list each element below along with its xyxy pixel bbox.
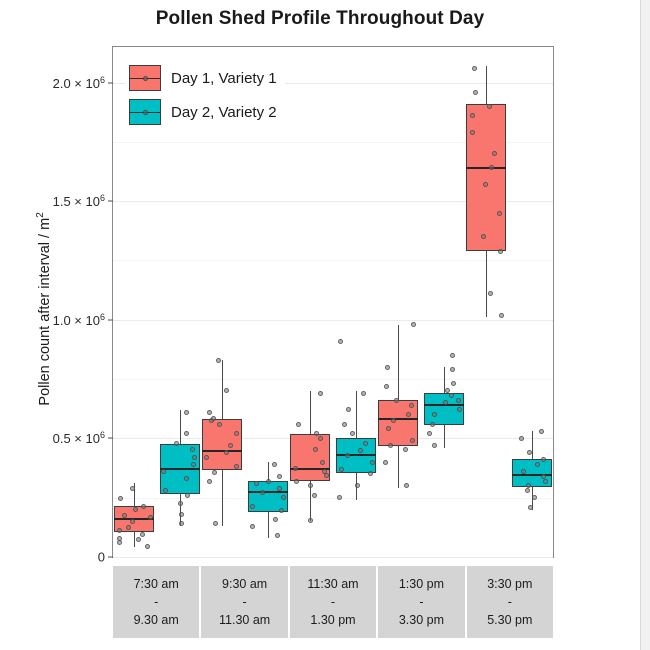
boxplot-point (279, 508, 284, 513)
boxplot-point (499, 313, 504, 318)
boxplot-point (384, 384, 389, 389)
plot-panel (52, 46, 554, 565)
chart-title: Pollen Shed Profile Throughout Day (155, 8, 485, 29)
x-axis-category-1 (201, 566, 287, 638)
boxplot-point (216, 358, 221, 363)
boxplot-point (179, 521, 184, 526)
boxplot-median (248, 491, 288, 493)
boxplot-point (541, 457, 546, 462)
x-axis-category-line-0: 1:30 pm (398, 576, 444, 591)
y-tick-mark-3 (108, 201, 113, 202)
y-axis-label-exponent: 2 (35, 212, 47, 218)
boxplot-point (320, 460, 325, 465)
boxplot-median (160, 468, 200, 470)
boxplot-point (528, 505, 533, 510)
legend-swatch-day2 (129, 99, 161, 125)
y-axis-label-text: Pollen count after interval / m (36, 217, 53, 406)
boxplot-point (178, 501, 183, 506)
boxplot-point (498, 249, 503, 254)
boxplot-point (117, 540, 122, 545)
boxplot-point (368, 471, 373, 476)
boxplot-point (211, 416, 216, 421)
boxplot-point (322, 469, 327, 474)
boxplot-point (346, 407, 351, 412)
boxplot-point (294, 479, 299, 484)
boxplot-point (250, 524, 255, 529)
x-axis-category-line-2: 11.30 am (219, 613, 271, 628)
boxplot-point (126, 525, 131, 530)
boxplot-point (174, 441, 179, 446)
x-axis-category-line-1: - (419, 594, 424, 609)
y-tick-label-3: $1.5 \times 10^6$ (52, 193, 105, 210)
y-tick-mark-2 (108, 319, 113, 320)
boxplot-point (532, 495, 537, 500)
boxplot-point (355, 483, 360, 488)
boxplot-median (512, 474, 552, 476)
boxplot-point (184, 431, 189, 436)
x-axis-strip-labels (112, 566, 554, 638)
boxplot-point (519, 436, 524, 441)
boxplot-point (130, 519, 135, 524)
boxplot-point (293, 466, 298, 471)
boxplot-point (411, 322, 416, 327)
boxplot-point (207, 479, 212, 484)
boxplot-point (539, 429, 544, 434)
x-axis-category-line-0: 3:30 pm (487, 576, 533, 591)
boxplot-point (191, 462, 196, 467)
boxplot-point (272, 462, 277, 467)
boxplot-point (449, 393, 454, 398)
boxplot-point (308, 483, 313, 488)
boxplot-median (466, 167, 506, 169)
legend-swatch-day1 (129, 65, 161, 91)
boxplot-point (141, 504, 146, 509)
boxplot-point (145, 544, 150, 549)
boxplot-point (497, 211, 502, 216)
x-axis-category-line-2: 9.30 am (133, 613, 179, 628)
x-axis-category-line-0: 7:30 am (133, 576, 179, 591)
boxplot-point (535, 462, 540, 467)
gridline-minor (113, 260, 553, 261)
boxplot-point (430, 422, 435, 427)
x-axis-category-2 (290, 566, 376, 638)
boxplot-point (342, 422, 347, 427)
y-tick-mark-1 (108, 438, 113, 439)
boxplot-point (404, 483, 409, 488)
boxplot-point (350, 431, 355, 436)
x-axis-category-line-1: - (330, 594, 336, 609)
boxplot-point (313, 447, 318, 452)
boxplot-point (361, 391, 366, 396)
boxplot-point (339, 467, 344, 472)
boxplot-point (403, 447, 408, 452)
boxplot-point (472, 66, 477, 71)
boxplot-box (202, 419, 242, 470)
legend-point-dot (143, 110, 148, 115)
boxplot-point (383, 460, 388, 465)
right-edge-strip (640, 0, 650, 650)
y-tick-mark-0 (108, 557, 113, 558)
boxplot-point (184, 410, 189, 415)
boxplot-point (207, 410, 212, 415)
boxplot-point (266, 479, 271, 484)
boxplot-point (184, 476, 189, 481)
boxplot-point (179, 512, 184, 517)
gridline-major (113, 320, 553, 321)
legend (125, 57, 285, 133)
boxplot-point (318, 391, 323, 396)
x-axis-category-line-2: 1.30 pm (310, 613, 356, 628)
boxplot-point (190, 447, 195, 452)
x-axis-category-line-2: 3.30 pm (398, 613, 444, 628)
legend-item-1 (129, 95, 277, 129)
y-axis-label (35, 179, 53, 439)
boxplot-point (358, 448, 363, 453)
boxplot-point (363, 441, 368, 446)
legend-point-dot (143, 76, 148, 81)
boxplot-point (118, 496, 123, 501)
x-axis-category-line-2: 5.30 pm (487, 613, 533, 628)
x-axis-category-line-1: - (242, 594, 247, 609)
x-axis-category-4 (467, 566, 553, 638)
boxplot-point (451, 381, 456, 386)
x-axis-category-0 (113, 566, 199, 638)
legend-label-day2: Day 2, Variety 2 (171, 103, 277, 121)
boxplot-median (202, 450, 242, 452)
boxplot-point (277, 474, 282, 479)
boxplot-point (117, 528, 122, 533)
y-tick-label-0: 0 (97, 549, 105, 565)
boxplot-point (541, 474, 546, 479)
boxplot-point (432, 443, 437, 448)
boxplot-point (370, 460, 375, 465)
boxplot-point (213, 521, 218, 526)
boxplot-point (224, 450, 229, 455)
x-axis-category-line-1: - (507, 594, 512, 609)
boxplot-point (212, 470, 217, 475)
boxplot-point (409, 403, 414, 408)
boxplot-point (185, 493, 190, 498)
boxplot-point (338, 339, 343, 344)
boxplot-point (140, 532, 145, 537)
boxplot-point (473, 90, 478, 95)
boxplot-point (133, 507, 138, 512)
boxplot-point (337, 495, 342, 500)
boxplot-point (130, 486, 135, 491)
boxplot-point (487, 104, 492, 109)
x-axis-category-line-0: 9:30 am (222, 576, 268, 591)
boxplot-point (526, 483, 531, 488)
x-axis-category-line-1: - (154, 594, 159, 609)
boxplot-median (336, 454, 376, 456)
boxplot-point (385, 365, 390, 370)
boxplot-point (525, 488, 530, 493)
boxplot-median (378, 418, 418, 420)
boxplot-point (254, 481, 259, 486)
boxplot-point (136, 537, 141, 542)
boxplot-point (117, 536, 122, 541)
y-tick-label-1: $0.5 \times 10^6$ (52, 430, 105, 447)
boxplot-point (273, 517, 278, 522)
boxplot-point (204, 455, 209, 460)
boxplot-point (388, 443, 393, 448)
boxplot-point (224, 388, 229, 393)
x-axis-category-line-0: 11:30 am (307, 576, 359, 591)
legend-label-day1: Day 1, Variety 1 (171, 69, 277, 87)
legend-item-0 (129, 61, 277, 95)
gridline-major (113, 557, 553, 558)
boxplot-point (308, 518, 313, 523)
boxplot-point (296, 422, 301, 427)
boxplot-point (450, 367, 455, 372)
boxplot-point (488, 291, 493, 296)
y-tick-mark-4 (108, 82, 113, 83)
boxplot-point (450, 353, 455, 358)
y-tick-label-4: $2.0 \times 10^6$ (52, 74, 105, 91)
boxplot-point (275, 533, 280, 538)
x-axis-category-3 (378, 566, 464, 638)
boxplot-point (277, 486, 282, 491)
boxplot-point (122, 513, 127, 518)
y-tick-label-2: $1.0 \times 10^6$ (52, 311, 105, 328)
boxplot-point (427, 431, 432, 436)
boxplot-point (312, 493, 317, 498)
boxplot-point (228, 443, 233, 448)
boxplot-point (192, 455, 197, 460)
boxplot-box (466, 104, 506, 251)
boxplot-point (250, 504, 255, 509)
gridline-minor (113, 379, 553, 380)
boxplot-point (345, 453, 350, 458)
